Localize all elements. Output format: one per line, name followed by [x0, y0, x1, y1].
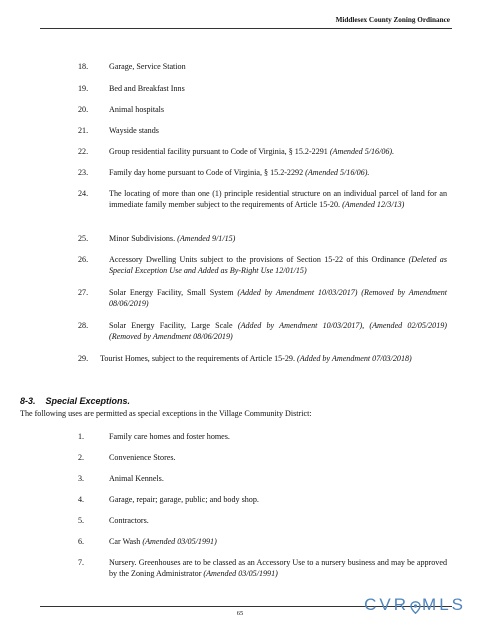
item-number: 7. — [78, 558, 85, 567]
item-text: Tourist Homes, subject to the requirements of Article 15-29. (Added by Amendment 07/03/2018) — [100, 354, 412, 363]
item-number: 24. — [78, 189, 89, 198]
item-number: 4. — [78, 495, 85, 504]
item-text: Accessory Dwelling Units subject to the provisions of Section 15-22 of this Ordinance (Deleted as Special Exception Use and Added as By-Right Use 12/01/15) — [109, 255, 447, 275]
item-number: 21. — [78, 126, 89, 135]
item-text: Contractors. — [109, 516, 149, 525]
item-number: 26. — [78, 255, 89, 264]
item-number: 18. — [78, 62, 89, 71]
item-number: 25. — [78, 234, 89, 243]
item-number: 19. — [78, 84, 89, 93]
running-header: Middlesex County Zoning Ordinance — [335, 16, 450, 24]
item-text: Animal hospitals — [109, 105, 165, 114]
item-text: Minor Subdivisions. (Amended 9/1/15) — [109, 234, 236, 243]
item-number: 2. — [78, 453, 85, 462]
item-text: Solar Energy Facility, Small System (Added by Amendment 10/03/2017) (Removed by Amendment 08/06/2019) — [109, 288, 448, 308]
item-number: 27. — [78, 288, 89, 297]
item-number: 1. — [78, 432, 85, 441]
item-text: Bed and Breakfast Inns — [109, 84, 185, 93]
item-text: Convenience Stores. — [109, 453, 176, 462]
item-number: 20. — [78, 105, 89, 114]
item-text: Animal Kennels. — [109, 474, 164, 483]
header-rule — [40, 28, 452, 29]
item-number: 3. — [78, 474, 85, 483]
item-text: The locating of more than one (1) principle residential structure on an individual parcel of land for an immediate family member subject to the requirements of Article 15-20. (Amended 12/3/13) — [109, 189, 447, 209]
item-text: Group residential facility pursuant to Code of Virginia, § 15.2-2291 (Amended 5/16/06). — [109, 147, 395, 156]
item-text: Wayside stands — [109, 126, 159, 135]
item-number: 22. — [78, 147, 89, 156]
item-text: Family care homes and foster homes. — [109, 432, 230, 441]
item-number: 23. — [78, 168, 89, 177]
item-number: 28. — [78, 321, 89, 330]
item-number: 5. — [78, 516, 85, 525]
item-number: 6. — [78, 537, 85, 546]
item-text: Nursery. Greenhouses are to be classed as an Accessory Use to a nursery business and may be approved by the Zoning Administrator (Amended 03/05/1991) — [109, 558, 447, 578]
brand-left-text: CVR — [364, 595, 410, 614]
section-heading: 8-3. Special Exceptions. — [20, 396, 131, 406]
item-text: Solar Energy Facility, Large Scale (Added by Amendment 10/03/2017), (Amended 02/05/2019) (Removed by Amendment 08/06/2019) — [109, 321, 447, 341]
item-text: Garage, repair; garage, public; and body shop. — [109, 495, 259, 504]
page-number: 65 — [236, 610, 244, 617]
item-text: Garage, Service Station — [109, 62, 186, 71]
brand-right-text: MLS — [422, 595, 466, 614]
section-intro: The following uses are permitted as special exceptions in the Village Community District: — [20, 409, 312, 418]
item-text: Car Wash (Amended 03/05/1991) — [109, 537, 217, 546]
item-number: 29. — [78, 354, 89, 363]
map-pin-icon — [410, 599, 421, 612]
watermark-logo — [364, 595, 466, 615]
item-text: Family day home pursuant to Code of Virginia, § 15.2-2292 (Amended 5/16/06). — [109, 168, 370, 177]
